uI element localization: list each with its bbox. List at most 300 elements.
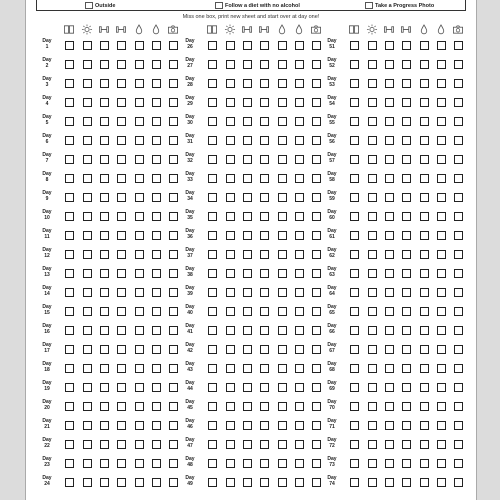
checkbox[interactable] — [169, 478, 178, 487]
checkbox[interactable] — [65, 155, 74, 164]
checkbox[interactable] — [260, 231, 269, 240]
checkbox[interactable] — [295, 326, 304, 335]
checkbox[interactable] — [295, 307, 304, 316]
checkbox[interactable] — [295, 383, 304, 392]
checkbox[interactable] — [117, 269, 126, 278]
checkbox[interactable] — [437, 288, 446, 297]
checkbox[interactable] — [152, 60, 161, 69]
checkbox[interactable] — [350, 440, 359, 449]
checkbox[interactable] — [243, 402, 252, 411]
checkbox[interactable] — [65, 383, 74, 392]
checkbox[interactable] — [368, 136, 377, 145]
checkbox[interactable] — [437, 345, 446, 354]
checkbox[interactable] — [295, 250, 304, 259]
checkbox[interactable] — [169, 212, 178, 221]
checkbox[interactable] — [437, 41, 446, 50]
checkbox[interactable] — [420, 459, 429, 468]
checkbox[interactable] — [83, 269, 92, 278]
checkbox[interactable] — [312, 136, 321, 145]
checkbox[interactable] — [278, 364, 287, 373]
checkbox[interactable] — [420, 117, 429, 126]
checkbox[interactable] — [65, 459, 74, 468]
checkbox[interactable] — [454, 459, 463, 468]
checkbox[interactable] — [135, 231, 144, 240]
checkbox[interactable] — [100, 174, 109, 183]
checkbox[interactable] — [65, 79, 74, 88]
checkbox[interactable] — [83, 364, 92, 373]
checkbox[interactable] — [100, 193, 109, 202]
checkbox[interactable] — [117, 383, 126, 392]
checkbox[interactable] — [385, 79, 394, 88]
checkbox[interactable] — [385, 231, 394, 240]
checkbox[interactable] — [169, 98, 178, 107]
checkbox[interactable] — [368, 383, 377, 392]
checkbox[interactable] — [100, 231, 109, 240]
checkbox[interactable] — [226, 345, 235, 354]
checkbox[interactable] — [295, 98, 304, 107]
checkbox[interactable] — [402, 117, 411, 126]
checkbox[interactable] — [208, 288, 217, 297]
checkbox[interactable] — [278, 440, 287, 449]
checkbox[interactable] — [295, 212, 304, 221]
checkbox[interactable] — [65, 60, 74, 69]
checkbox[interactable] — [278, 421, 287, 430]
checkbox[interactable] — [226, 79, 235, 88]
checkbox[interactable] — [169, 440, 178, 449]
checkbox[interactable] — [350, 402, 359, 411]
checkbox[interactable] — [350, 345, 359, 354]
checkbox[interactable] — [312, 212, 321, 221]
checkbox[interactable] — [295, 478, 304, 487]
checkbox[interactable] — [65, 41, 74, 50]
checkbox[interactable] — [350, 326, 359, 335]
checkbox[interactable] — [454, 345, 463, 354]
checkbox[interactable] — [437, 383, 446, 392]
checkbox[interactable] — [65, 440, 74, 449]
checkbox[interactable] — [135, 193, 144, 202]
checkbox[interactable] — [169, 41, 178, 50]
checkbox[interactable] — [208, 326, 217, 335]
checkbox[interactable] — [135, 41, 144, 50]
checkbox[interactable] — [260, 288, 269, 297]
checkbox[interactable] — [368, 478, 377, 487]
checkbox[interactable] — [135, 288, 144, 297]
checkbox[interactable] — [135, 345, 144, 354]
checkbox[interactable] — [350, 98, 359, 107]
checkbox[interactable] — [368, 155, 377, 164]
checkbox[interactable] — [208, 478, 217, 487]
checkbox[interactable] — [117, 288, 126, 297]
checkbox[interactable] — [169, 383, 178, 392]
checkbox[interactable] — [65, 174, 74, 183]
checkbox[interactable] — [402, 288, 411, 297]
checkbox[interactable] — [208, 231, 217, 240]
checkbox[interactable] — [117, 41, 126, 50]
checkbox[interactable] — [402, 326, 411, 335]
checkbox[interactable] — [260, 440, 269, 449]
checkbox[interactable] — [402, 440, 411, 449]
checkbox[interactable] — [385, 136, 394, 145]
checkbox[interactable] — [83, 459, 92, 468]
checkbox[interactable] — [100, 364, 109, 373]
checkbox[interactable] — [135, 212, 144, 221]
checkbox[interactable] — [437, 193, 446, 202]
checkbox[interactable] — [226, 421, 235, 430]
checkbox[interactable] — [208, 269, 217, 278]
checkbox[interactable] — [100, 117, 109, 126]
checkbox[interactable] — [169, 155, 178, 164]
checkbox[interactable] — [260, 402, 269, 411]
checkbox[interactable] — [65, 269, 74, 278]
checkbox[interactable] — [385, 326, 394, 335]
checkbox[interactable] — [402, 212, 411, 221]
checkbox[interactable] — [420, 383, 429, 392]
checkbox[interactable] — [295, 269, 304, 278]
checkbox[interactable] — [117, 459, 126, 468]
checkbox[interactable] — [454, 364, 463, 373]
checkbox[interactable] — [169, 60, 178, 69]
checkbox[interactable] — [208, 41, 217, 50]
checkbox[interactable] — [208, 440, 217, 449]
checkbox[interactable] — [402, 421, 411, 430]
checkbox[interactable] — [312, 41, 321, 50]
checkbox[interactable] — [454, 383, 463, 392]
checkbox[interactable] — [260, 98, 269, 107]
checkbox[interactable] — [152, 478, 161, 487]
checkbox[interactable] — [226, 307, 235, 316]
checkbox[interactable] — [135, 421, 144, 430]
checkbox[interactable] — [312, 326, 321, 335]
checkbox[interactable] — [454, 212, 463, 221]
checkbox[interactable] — [402, 250, 411, 259]
checkbox[interactable] — [208, 212, 217, 221]
checkbox[interactable] — [65, 98, 74, 107]
checkbox[interactable] — [402, 193, 411, 202]
checkbox[interactable] — [117, 174, 126, 183]
checkbox[interactable] — [402, 364, 411, 373]
checkbox[interactable] — [454, 421, 463, 430]
checkbox[interactable] — [169, 193, 178, 202]
checkbox[interactable] — [243, 440, 252, 449]
checkbox[interactable] — [243, 307, 252, 316]
checkbox[interactable] — [208, 174, 217, 183]
checkbox[interactable] — [295, 421, 304, 430]
checkbox[interactable] — [420, 288, 429, 297]
checkbox[interactable] — [65, 478, 74, 487]
checkbox[interactable] — [278, 98, 287, 107]
checkbox[interactable] — [152, 440, 161, 449]
checkbox[interactable] — [226, 155, 235, 164]
checkbox[interactable] — [243, 174, 252, 183]
checkbox[interactable] — [243, 60, 252, 69]
checkbox[interactable] — [117, 193, 126, 202]
checkbox[interactable] — [454, 402, 463, 411]
checkbox[interactable] — [260, 345, 269, 354]
checkbox[interactable] — [135, 326, 144, 335]
checkbox[interactable] — [437, 459, 446, 468]
checkbox[interactable] — [420, 440, 429, 449]
checkbox[interactable] — [260, 136, 269, 145]
checkbox[interactable] — [437, 98, 446, 107]
checkbox[interactable] — [402, 402, 411, 411]
checkbox[interactable] — [135, 79, 144, 88]
checkbox[interactable] — [454, 478, 463, 487]
checkbox[interactable] — [350, 383, 359, 392]
checkbox[interactable] — [117, 326, 126, 335]
checkbox[interactable] — [295, 345, 304, 354]
checkbox[interactable] — [65, 193, 74, 202]
checkbox[interactable] — [83, 440, 92, 449]
checkbox[interactable] — [278, 231, 287, 240]
checkbox[interactable] — [226, 174, 235, 183]
checkbox[interactable] — [420, 269, 429, 278]
checkbox[interactable] — [402, 174, 411, 183]
checkbox[interactable] — [402, 60, 411, 69]
checkbox[interactable] — [437, 269, 446, 278]
checkbox[interactable] — [295, 79, 304, 88]
checkbox[interactable] — [368, 345, 377, 354]
checkbox[interactable] — [135, 269, 144, 278]
checkbox[interactable] — [169, 231, 178, 240]
checkbox[interactable] — [100, 440, 109, 449]
checkbox[interactable] — [152, 212, 161, 221]
checkbox[interactable] — [454, 60, 463, 69]
checkbox[interactable] — [83, 383, 92, 392]
checkbox[interactable] — [295, 288, 304, 297]
checkbox[interactable] — [350, 174, 359, 183]
checkbox[interactable] — [278, 478, 287, 487]
checkbox[interactable] — [420, 364, 429, 373]
checkbox[interactable] — [243, 79, 252, 88]
checkbox[interactable] — [169, 459, 178, 468]
checkbox[interactable] — [117, 155, 126, 164]
checkbox[interactable] — [117, 231, 126, 240]
checkbox[interactable] — [454, 79, 463, 88]
checkbox[interactable] — [100, 421, 109, 430]
checkbox[interactable] — [117, 117, 126, 126]
checkbox[interactable] — [454, 41, 463, 50]
checkbox[interactable] — [226, 193, 235, 202]
checkbox[interactable] — [243, 136, 252, 145]
checkbox[interactable] — [454, 231, 463, 240]
checkbox[interactable] — [135, 98, 144, 107]
checkbox[interactable] — [368, 459, 377, 468]
checkbox[interactable] — [208, 117, 217, 126]
checkbox[interactable] — [243, 288, 252, 297]
checkbox[interactable] — [83, 421, 92, 430]
checkbox[interactable] — [208, 98, 217, 107]
checkbox[interactable] — [454, 136, 463, 145]
checkbox[interactable] — [278, 60, 287, 69]
checkbox[interactable] — [295, 402, 304, 411]
checkbox[interactable] — [420, 402, 429, 411]
checkbox[interactable] — [350, 421, 359, 430]
checkbox[interactable] — [454, 250, 463, 259]
checkbox[interactable] — [385, 383, 394, 392]
checkbox[interactable] — [152, 193, 161, 202]
checkbox[interactable] — [65, 231, 74, 240]
checkbox[interactable] — [152, 174, 161, 183]
checkbox[interactable] — [100, 250, 109, 259]
checkbox[interactable] — [278, 459, 287, 468]
checkbox[interactable] — [385, 250, 394, 259]
checkbox[interactable] — [100, 478, 109, 487]
checkbox[interactable] — [260, 212, 269, 221]
checkbox[interactable] — [350, 155, 359, 164]
checkbox[interactable] — [117, 98, 126, 107]
checkbox[interactable] — [169, 326, 178, 335]
checkbox[interactable] — [295, 155, 304, 164]
checkbox[interactable] — [65, 307, 74, 316]
checkbox[interactable] — [100, 136, 109, 145]
checkbox[interactable] — [368, 60, 377, 69]
checkbox[interactable] — [208, 364, 217, 373]
checkbox[interactable] — [152, 41, 161, 50]
checkbox[interactable] — [454, 174, 463, 183]
checkbox[interactable] — [65, 345, 74, 354]
checkbox[interactable] — [226, 250, 235, 259]
checkbox[interactable] — [169, 307, 178, 316]
checkbox[interactable] — [278, 212, 287, 221]
checkbox[interactable] — [437, 421, 446, 430]
checkbox[interactable] — [117, 60, 126, 69]
checkbox[interactable] — [402, 345, 411, 354]
checkbox[interactable] — [135, 174, 144, 183]
checkbox[interactable] — [100, 345, 109, 354]
checkbox[interactable] — [368, 41, 377, 50]
checkbox[interactable] — [152, 231, 161, 240]
checkbox[interactable] — [152, 288, 161, 297]
checkbox[interactable] — [83, 402, 92, 411]
checkbox[interactable] — [83, 478, 92, 487]
checkbox[interactable] — [368, 402, 377, 411]
checkbox[interactable] — [243, 193, 252, 202]
checkbox[interactable] — [385, 288, 394, 297]
checkbox[interactable] — [226, 60, 235, 69]
checkbox[interactable] — [169, 117, 178, 126]
checkbox[interactable] — [402, 231, 411, 240]
checkbox[interactable] — [152, 98, 161, 107]
checkbox[interactable] — [312, 478, 321, 487]
checkbox[interactable] — [152, 421, 161, 430]
checkbox[interactable] — [208, 421, 217, 430]
checkbox[interactable] — [152, 250, 161, 259]
checkbox[interactable] — [350, 212, 359, 221]
checkbox[interactable] — [100, 326, 109, 335]
checkbox[interactable] — [402, 459, 411, 468]
checkbox[interactable] — [312, 79, 321, 88]
checkbox[interactable] — [454, 307, 463, 316]
checkbox[interactable] — [243, 250, 252, 259]
checkbox[interactable] — [226, 136, 235, 145]
checkbox[interactable] — [350, 250, 359, 259]
checkbox[interactable] — [278, 383, 287, 392]
checkbox[interactable] — [169, 250, 178, 259]
checkbox[interactable] — [260, 250, 269, 259]
checkbox[interactable] — [135, 459, 144, 468]
checkbox[interactable] — [226, 98, 235, 107]
checkbox[interactable] — [295, 440, 304, 449]
checkbox[interactable] — [100, 307, 109, 316]
checkbox[interactable] — [385, 117, 394, 126]
checkbox[interactable] — [350, 288, 359, 297]
checkbox[interactable] — [83, 136, 92, 145]
checkbox[interactable] — [260, 41, 269, 50]
checkbox[interactable] — [385, 174, 394, 183]
checkbox[interactable] — [437, 440, 446, 449]
checkbox[interactable] — [117, 250, 126, 259]
checkbox[interactable] — [208, 193, 217, 202]
checkbox[interactable] — [243, 231, 252, 240]
checkbox[interactable] — [278, 250, 287, 259]
checkbox[interactable] — [65, 421, 74, 430]
checkbox[interactable] — [208, 136, 217, 145]
checkbox[interactable] — [368, 288, 377, 297]
checkbox[interactable] — [385, 402, 394, 411]
checkbox[interactable] — [350, 60, 359, 69]
checkbox[interactable] — [169, 364, 178, 373]
checkbox[interactable] — [169, 402, 178, 411]
checkbox[interactable] — [226, 269, 235, 278]
checkbox[interactable] — [100, 288, 109, 297]
checkbox[interactable] — [402, 98, 411, 107]
checkbox[interactable] — [437, 231, 446, 240]
checkbox[interactable] — [437, 212, 446, 221]
checkbox[interactable] — [260, 60, 269, 69]
checkbox[interactable] — [226, 41, 235, 50]
checkbox[interactable] — [350, 459, 359, 468]
checkbox[interactable] — [278, 288, 287, 297]
checkbox[interactable] — [83, 60, 92, 69]
checkbox[interactable] — [350, 79, 359, 88]
checkbox[interactable] — [226, 117, 235, 126]
checkbox[interactable] — [278, 79, 287, 88]
checkbox[interactable] — [278, 402, 287, 411]
checkbox[interactable] — [169, 345, 178, 354]
checkbox[interactable] — [135, 155, 144, 164]
checkbox[interactable] — [226, 212, 235, 221]
checkbox[interactable] — [385, 98, 394, 107]
checkbox[interactable] — [402, 383, 411, 392]
checkbox[interactable] — [117, 79, 126, 88]
checkbox[interactable] — [260, 383, 269, 392]
checkbox[interactable] — [437, 155, 446, 164]
checkbox[interactable] — [420, 212, 429, 221]
checkbox[interactable] — [83, 79, 92, 88]
checkbox[interactable] — [135, 402, 144, 411]
checkbox[interactable] — [368, 98, 377, 107]
checkbox[interactable] — [226, 383, 235, 392]
checkbox[interactable] — [152, 79, 161, 88]
checkbox[interactable] — [100, 98, 109, 107]
checkbox[interactable] — [385, 155, 394, 164]
checkbox[interactable] — [385, 269, 394, 278]
checkbox[interactable] — [260, 459, 269, 468]
checkbox[interactable] — [454, 98, 463, 107]
checkbox[interactable] — [243, 41, 252, 50]
checkbox[interactable] — [420, 421, 429, 430]
checkbox[interactable] — [420, 98, 429, 107]
checkbox[interactable] — [226, 288, 235, 297]
checkbox[interactable] — [260, 193, 269, 202]
checkbox[interactable] — [100, 155, 109, 164]
checkbox[interactable] — [420, 41, 429, 50]
checkbox[interactable] — [350, 269, 359, 278]
checkbox[interactable] — [226, 402, 235, 411]
checkbox[interactable] — [437, 478, 446, 487]
checkbox[interactable] — [350, 193, 359, 202]
checkbox[interactable] — [312, 60, 321, 69]
